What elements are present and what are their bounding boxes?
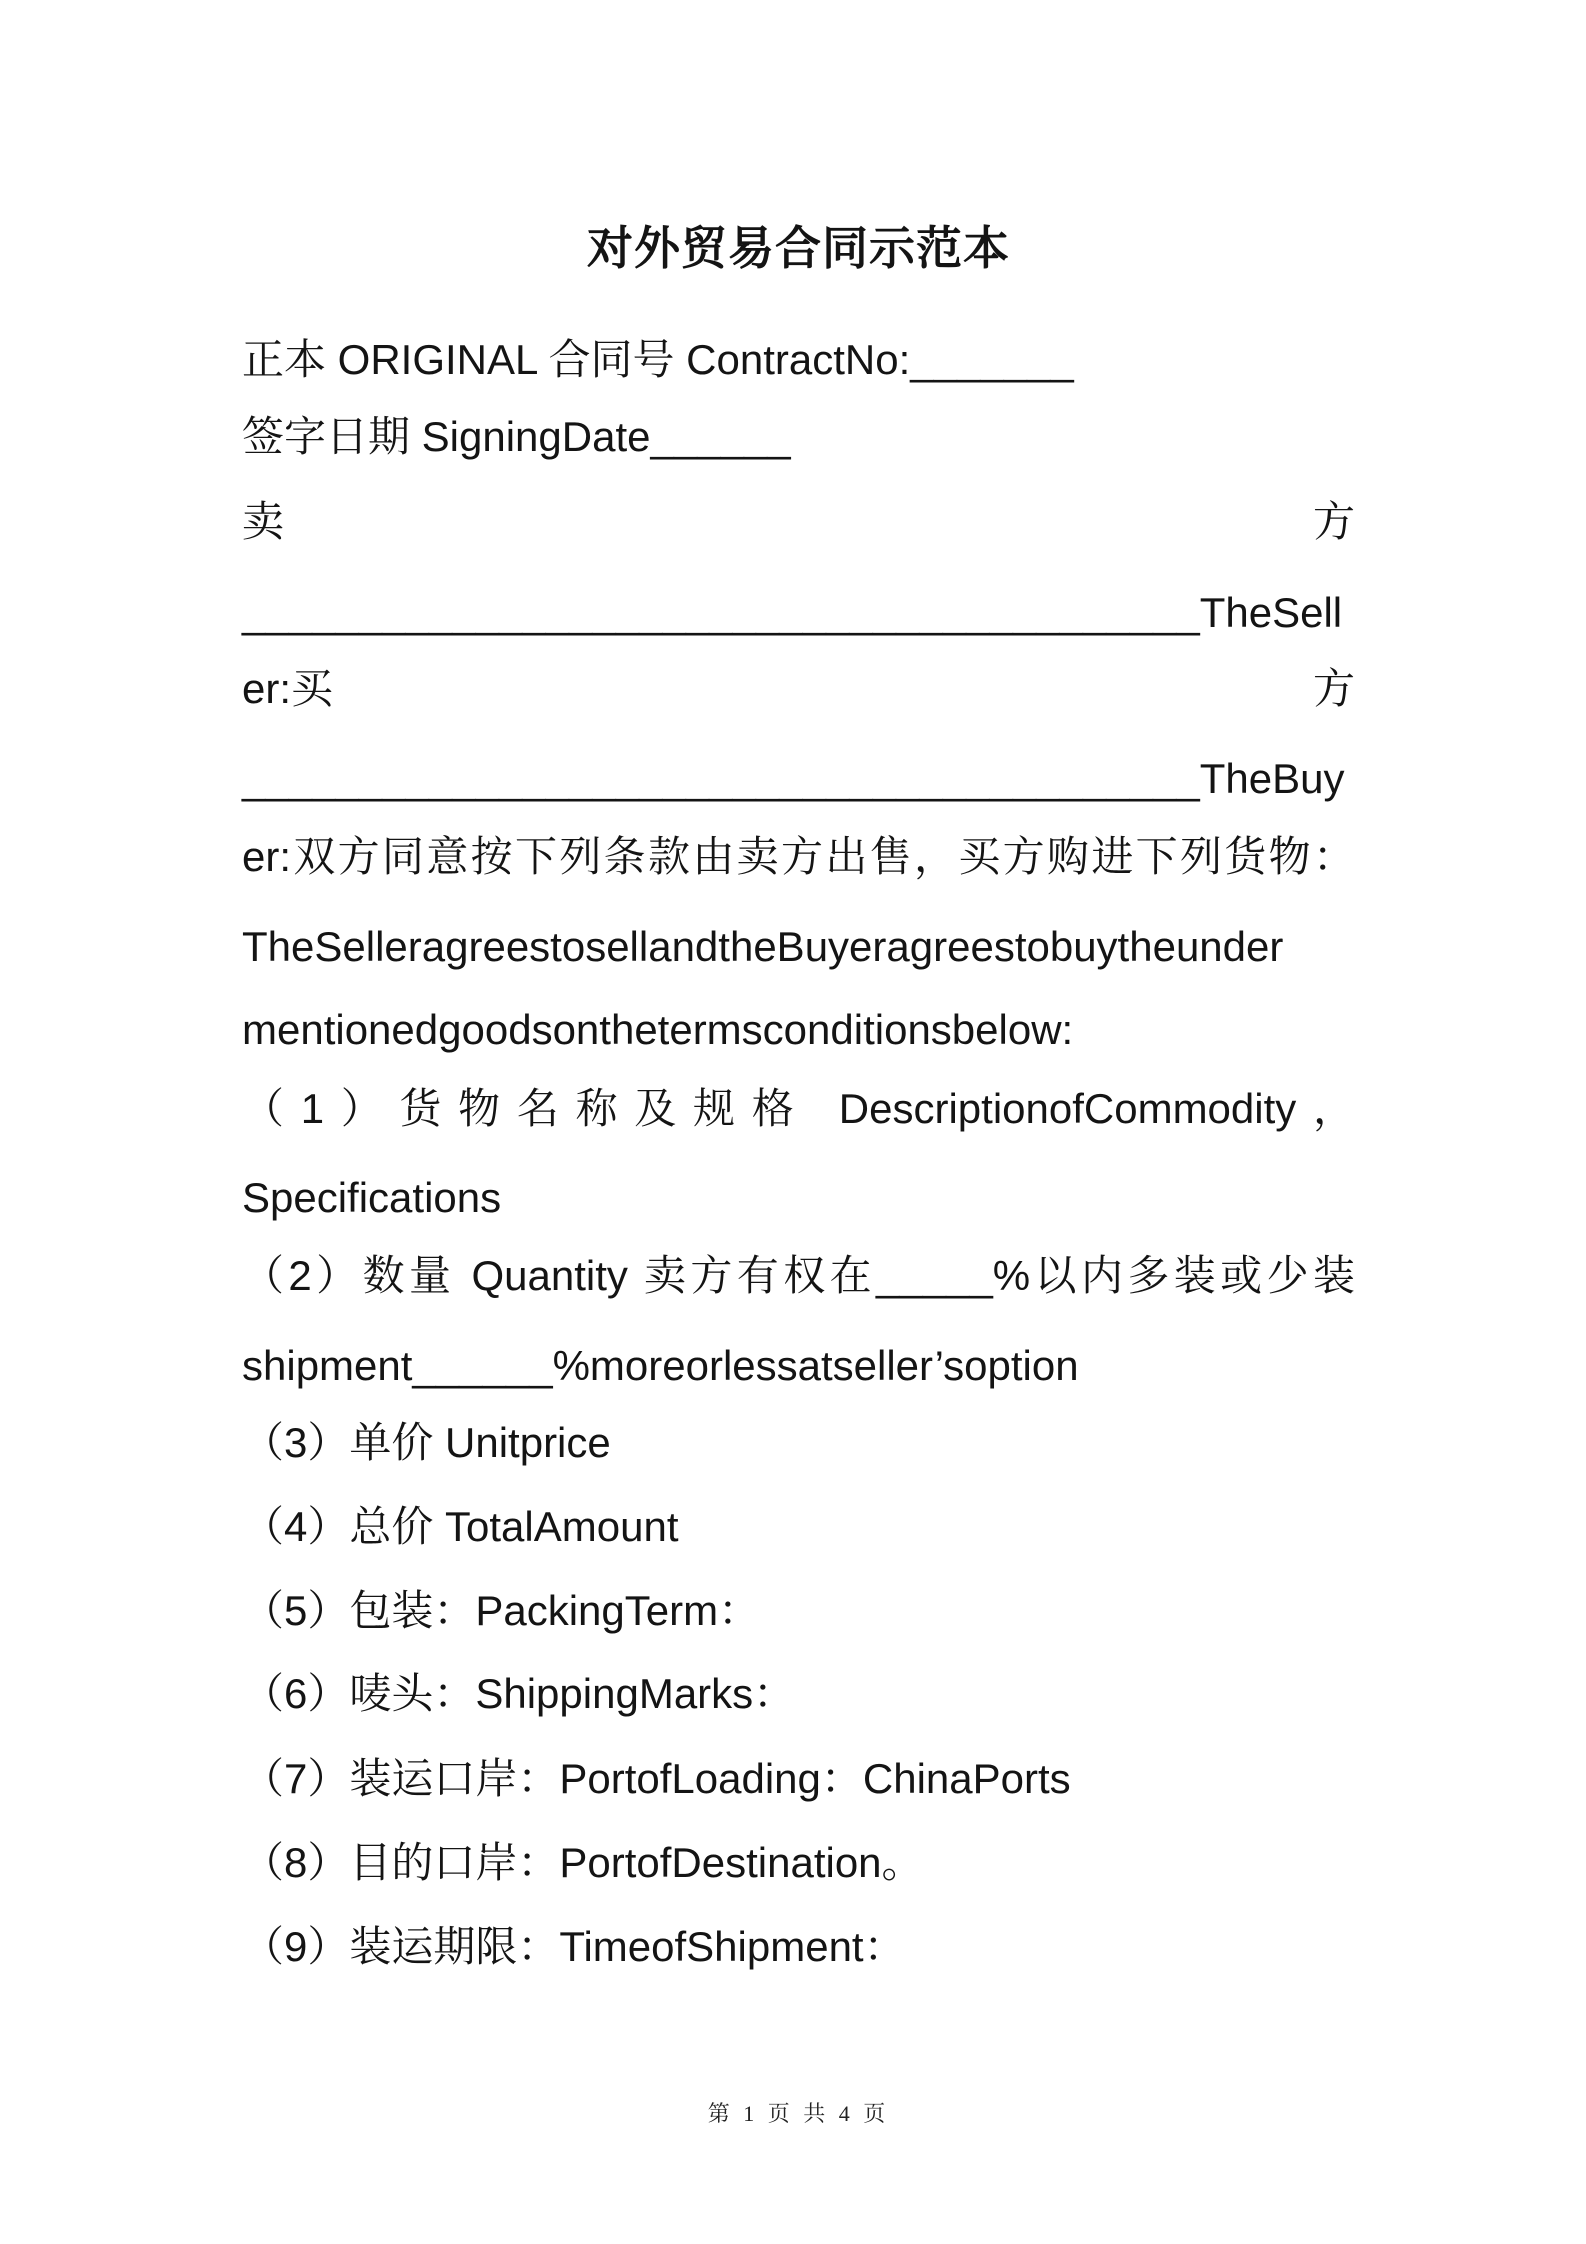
clause-2-quantity-line: （2）数量 Quantity 卖方有权在_____%以内多装或少装 bbox=[242, 1252, 1355, 1299]
document-title: 对外贸易合同示范本 bbox=[587, 222, 1010, 274]
clause-9-time-of-shipment: （9）装运期限：TimeofShipment： bbox=[242, 1923, 906, 1970]
buyer-label-start: er:买 bbox=[242, 665, 334, 712]
buyer-label-end: 方 bbox=[1312, 665, 1355, 712]
agreement-en-line-1: TheSelleragreestosellandtheBuyeragreestobuytheunder bbox=[242, 923, 1284, 970]
clause-3-unit-price: （3）单价 Unitprice bbox=[242, 1419, 611, 1466]
clause-6-shipping-marks: （6）唛头：ShippingMarks： bbox=[242, 1670, 796, 1717]
agreement-en-line-2: mentionedgoodsonthetermsconditionsbelow: bbox=[242, 1006, 1074, 1053]
clause-1-continuation: Specifications bbox=[242, 1174, 502, 1221]
page-footer: 第 1 页 共 4 页 bbox=[707, 2101, 890, 2126]
agreement-cn-line: er:双方同意按下列条款由卖方出售，买方购进下列货物： bbox=[242, 833, 1355, 880]
contract-number-line: 正本 ORIGINAL 合同号 ContractNo:_______ bbox=[242, 336, 1074, 383]
seller-label-row bbox=[242, 498, 1355, 546]
clause-2-continuation: shipment______%moreorlessatseller’soption bbox=[242, 1342, 1079, 1389]
clause-4-total-amount: （4）总价 TotalAmount bbox=[242, 1503, 679, 1550]
signing-date-line: 签字日期 SigningDate______ bbox=[242, 413, 791, 460]
seller-label-start: 卖 bbox=[242, 498, 285, 545]
clause-1-commodity-line: （1）货物名称及规格 DescriptionofCommodity， bbox=[242, 1085, 1355, 1132]
seller-blank-line: _________________________________________TheSell bbox=[242, 589, 1343, 636]
buyer-blank-line: _________________________________________TheBuy bbox=[242, 755, 1345, 802]
clause-5-packing: （5）包装：PackingTerm： bbox=[242, 1587, 761, 1634]
clause-8-port-of-destination: （8）目的口岸：PortofDestination。 bbox=[242, 1839, 924, 1886]
seller-label-end: 方 bbox=[1312, 498, 1355, 545]
clause-7-port-of-loading: （7）装运口岸：PortofLoading：ChinaPorts bbox=[242, 1755, 1071, 1802]
buyer-label-row bbox=[242, 665, 1355, 713]
